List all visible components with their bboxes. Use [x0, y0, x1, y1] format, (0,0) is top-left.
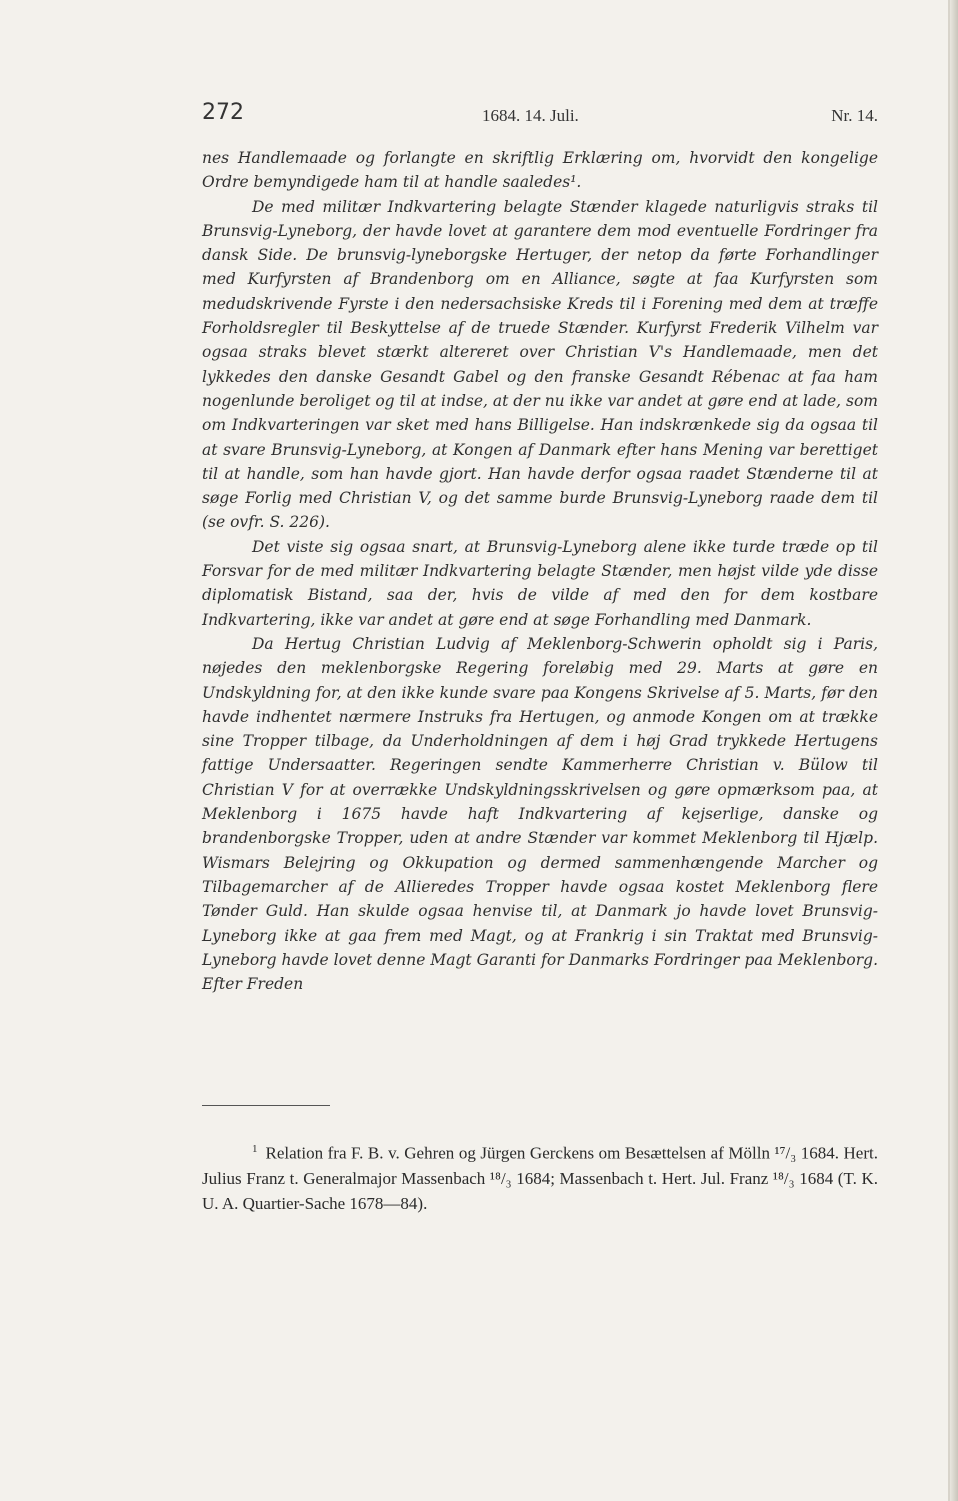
page-header [202, 100, 878, 130]
main-text [202, 146, 878, 996]
paragraph: nes Handlemaade og forlangte en skriftlig Erklæring om, hvorvidt den kongelige Ordre bemyndigede ham til at handle saaledes¹. [202, 149, 878, 192]
paragraph: Da Hertug Christian Ludvig af Meklenborg-Schwerin opholdt sig i Paris, nøjedes den meklenborgske Regering foreløbig med 29. Marts at gøre en Undskyldning for, at den ikke kunde svare paa Kongens Skrivelse af 5. Marts, før den havde indhentet nærmere Instruks fra Hertugen, og anmode Kongen om at trække sine Tropper tilbage, da Underholdningen af dem i høj Grad trykkede Hertugens fattige Undersaatter. Regeringen sendte Kammerherre Christian v. Bülow til Christian V for at overrække Undskyldningsskrivelsen og gøre opmærksom paa, at Meklenborg i 1675 havde haft Indkvartering af kejserlige, danske og brandenborgske Tropper, uden at andre Stænder var kommet Meklenborg til Hjælp. Wismars Belejring og Okkupation og dermed sammenhængende Marcher og Tilbagemarcher af de Allieredes Tropper havde ogsaa kostet Meklenborg flere Tønder Guld. Han skulde ogsaa henvise til, at Danmark jo havde lovet Brunsvig-Lyneborg ikke at gaa frem med Magt, og at Frankrig i sin Traktat med Brunsvig-Lyneborg havde lovet denne Magt Garanti for Danmarks Fordringer paa Meklenborg. Efter Freden [202, 634, 878, 994]
footnote-marker: 1 [252, 1143, 258, 1155]
issue-number: Nr. 14. [831, 106, 878, 125]
footnote-text: Relation fra F. B. v. Gehren og Jürgen Gerckens om Besættelsen af Mölln ¹⁷/₃ 1684. Hert. Julius Franz t. Generalmajor Massenbach ¹⁸/₃ 1684; Massenbach t. Hert. Jul. Franz ¹⁸/₃ 1684 (T. K. U. A. Quartier-Sache 1678—84). [202, 1143, 878, 1213]
footnote-divider [202, 1105, 330, 1106]
page-edge [950, 0, 958, 1501]
page-number: 272 [202, 100, 244, 125]
paragraph: De med militær Indkvartering belagte Stænder klagede naturligvis straks til Brunsvig-Lyneborg, der havde lovet at garantere dem mod eventuelle Fordringer fra dansk Side. De brunsvig-lyneborgske Hertuger, der netop da førte Forhandlinger med Kurfyrsten af Brandenborg om en Alliance, søgte at faa Kurfyrsten som medudskrivende Fyrste i den nedersachsiske Kreds til i Forening med dem at træffe Forholdsregler til Beskyttelse af de truede Stænder. Kurfyrst Frederik Vilhelm var ogsaa straks blevet stærkt altereret over Christian V's Handlemaade, men det lykkedes den danske Gesandt Gabel og den franske Gesandt Rébenac at faa ham nogenlunde beroliget og til at indse, at der nu ikke var andet at gøre end at lade, som om Indkvarteringen var sket med hans Billigelse. Han indskrænkede sig da ogsaa til at svare Brunsvig-Lyneborg, at Kongen af Danmark efter hans Mening var berettiget til at handle, som han havde gjort. Han havde derfor ogsaa raadet Stænderne til at søge Forlig med Christian V, og det samme burde Brunsvig-Lyneborg raade dem til (se ovfr. S. 226). [202, 197, 878, 532]
running-title: 1684. 14. Juli. [482, 106, 579, 125]
paragraph: Det viste sig ogsaa snart, at Brunsvig-Lyneborg alene ikke turde træde op til Forsvar for de med militær Indkvartering belagte Stænder, men højst vilde yde disse diplomatisk Bistand, saa der, hvis de vilde af med den for dem kostbare Indkvartering, ikke var andet at gøre end at søge Forhandling med Danmark. [202, 537, 878, 629]
footnote [202, 1137, 878, 1216]
